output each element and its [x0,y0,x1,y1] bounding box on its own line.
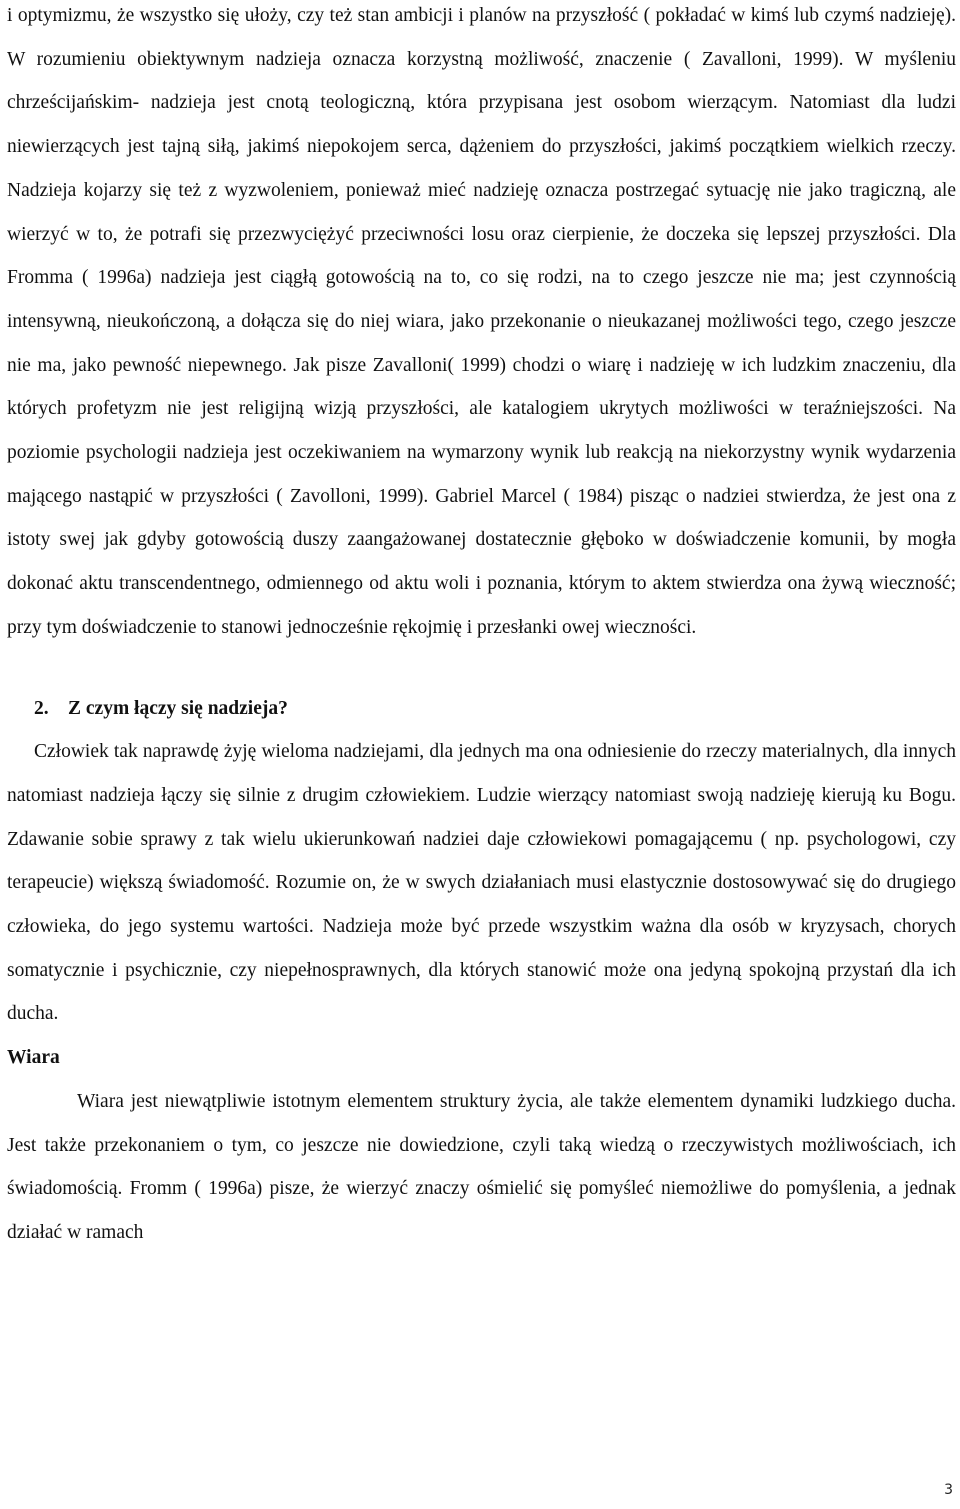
heading-number: 2. [34,697,49,719]
page-number: 3 [944,1482,953,1498]
paragraph-hope-orientations: Człowiek tak naprawdę żyję wieloma nadziejami, dla jednych ma ona odniesienie do rzeczy materialnych, dla innych natomiast nadzieja łączy się silnie z drugim człowiekiem. Ludzie wierzący natomiast swoją nadzieję kierują ku Bogu. Zdawanie sobie sprawy z tak wielu ukierunkowań nadziei daje człowiekowi pomagającemu ( np. psychologowi, czy terapeucie) większą świadomość. Rozumie on, że w swych działaniach musi elastycznie dostosowywać się do drugiego człowieka, do jego systemu wartości. Nadzieja może być przede wszystkim ważna dla osób w kryzysach, chorych somatycznie i psychicznie, czy niepełnosprawnych, dla których stanowić może ona jedyną spokojną przystań dla ich ducha. [7,741,956,1025]
section-title-faith: Wiara [7,1047,60,1069]
document-page [7,0,956,1255]
paragraph-hope-definitions: i optymizmu, że wszystko się ułoży, czy też stan ambicji i planów na przyszłość ( pokładać w kimś lub czymś nadzieję). W rozumieniu obiektywnym nadzieja oznacza korzystną możliwość, znaczenie ( Zavalloni, 1999). W myśleniu chrześcijańskim- nadzieja jest cnotą teologiczną, która przypisana jest osobom wierzącym. Natomiast dla ludzi niewierzących jest tajną siłą, jakimś niepokojem serca, dążeniem do przyszłości, jakimś początkiem wielkich rzeczy. Nadzieja kojarzy się też z wyzwoleniem, ponieważ mieć nadzieję oznacza postrzegać sytuację nie jako tragiczną, ale wierzyć w to, że potrafi się przezwyciężyć przeciwności losu oraz cierpienie, że doczeka się lepszej przyszłości. Dla Fromma ( 1996a) nadzieja jest ciągłą gotowością na to, co się rodzi, na to czego jeszcze nie ma; jest czynnością intensywną, nieukończoną, a dołącza się do niej wiara, jako przekonanie o nieukazanej możliwości tego, czego jeszcze nie ma, jako pewność niepewnego. Jak pisze Zavalloni( 1999) chodzi o wiarę i nadzieję w ich ludzkim znaczeniu, dla których profetyzm nie jest religijną wizją przyszłości, ale katalogiem ukrytych możliwości w teraźniejszości. Na poziomie psychologii nadzieja jest oczekiwaniem na wymarzony wynik lub reakcją na niekorzystny wynik wydarzenia mającego nastąpić w przyszłości ( Zavolloni, 1999). Gabriel Marcel ( 1984) pisząc o nadziei stwierdza, że jest ona z istoty swej jak gdyby gotowością duszy zaangażowanej dostatecznie głęboko w doświadczenie komunii, by mogła dokonać aktu transcendentnego, odmiennego od aktu woli i poznania, którym to aktem stwierdza ona żywą wieczność; przy tym doświadczenie to stanowi jednocześnie rękojmię i przesłanki owej wieczności. [7,5,956,638]
section-heading-hope-connections [7,687,956,731]
paragraph-faith: Wiara jest niewątpliwie istotnym elementem struktury życia, ale także elementem dynamiki ludzkiego ducha. Jest także przekonaniem o tym, co jeszcze nie dowiedzione, czyli taką wiedzą o rzeczywistych możliwościach, ich świadomością. Fromm ( 1996a) pisze, że wierzyć znaczy ośmielić się pomyśleć niemożliwe do pomyślenia, a jednak działać w ramach [7,1090,956,1243]
heading-text: Z czym łączy się nadzieja? [68,697,288,719]
